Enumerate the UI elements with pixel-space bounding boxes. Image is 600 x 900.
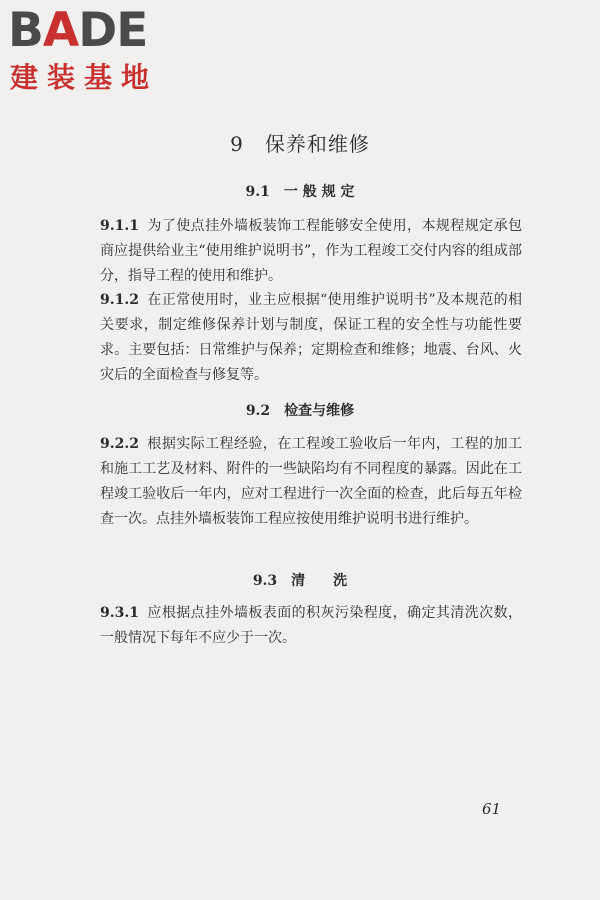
chapter-title: 9 保养和维修 <box>230 132 370 156</box>
logo-wordmark <box>8 3 148 58</box>
logo-letter-b: B <box>8 3 43 58</box>
clause-text: 为了使点挂外墙板装饰工程能够安全使用，本规程规定承包商应提供给业主“使用维护说明书”，作为工程竣工交付内容的组成部分，指导工程的使用和维护。 <box>100 218 522 284</box>
clause-text: 根据实际工程经验，在工程竣工验收后一年内，工程的加工和施工工艺及材料、附件的一些缺陷均有不同程度的暴露。因此在工程竣工验收后一年内，应对工程进行一次全面的检查，此后每五年检查一次。点挂外墙板装饰工程应按使用维护说明书进行维护。 <box>100 436 522 527</box>
clause-number: 9.1.2 <box>100 292 139 308</box>
section-heading-9-3: 9.3 清 洗 <box>252 573 348 589</box>
logo-letter-a-mark: A <box>42 3 79 58</box>
bade-logo <box>8 3 173 98</box>
clause-number: 9.2.2 <box>100 436 139 452</box>
clause-9-1-1 <box>100 214 522 289</box>
section-heading-9-2: 9.2 检查与维修 <box>245 403 355 419</box>
clause-number: 9.1.1 <box>100 218 139 234</box>
clause-text: 应根据点挂外墙板表面的积灰污染程度，确定其清洗次数，一般情况下每年不应少于一次。 <box>100 605 522 646</box>
clause-9-1-2 <box>100 288 522 388</box>
clause-text: 在正常使用时，业主应根据“使用维护说明书”及本规范的相关要求，制定维修保养计划与制度，保证工程的安全性与功能性要求。主要包括：日常维护与保养；定期检查和维修；地震、台风、火灾后的全面检查与修复等。 <box>100 292 522 383</box>
logo-letters-de: DE <box>78 3 148 58</box>
section-heading-9-1: 9.1 一 般 规 定 <box>245 184 355 200</box>
page-number: 61 <box>482 800 502 818</box>
clause-9-2-2 <box>100 432 522 532</box>
clause-number: 9.3.1 <box>100 605 139 621</box>
clause-9-3-1 <box>100 601 522 651</box>
logo-subtitle: 建装基地 <box>10 61 159 94</box>
